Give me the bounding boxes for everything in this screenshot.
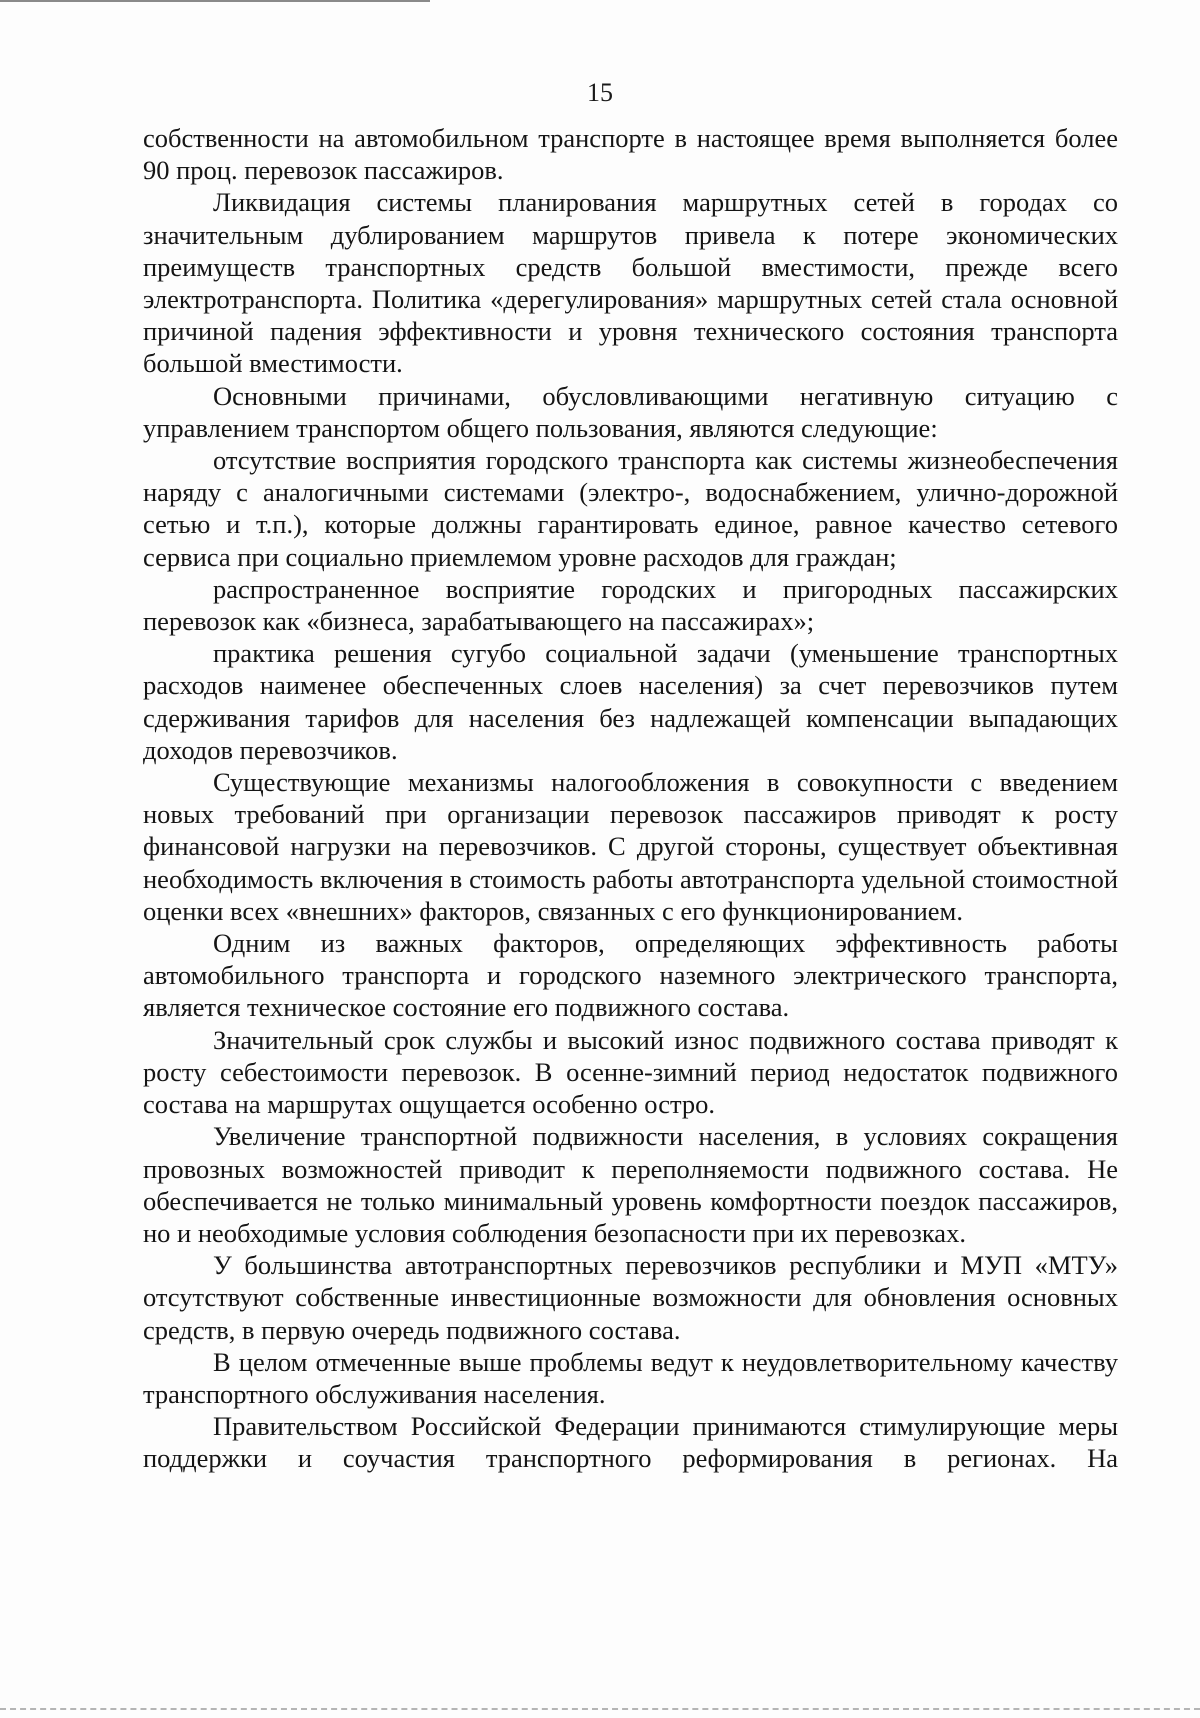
scan-edge-top: [0, 0, 430, 2]
paragraph-3: Основными причинами, обусловливающими негативную ситуацию с управлением транспортом общего пользования, являются следующие:: [143, 380, 1118, 443]
paragraph-4: Существующие механизмы налогообложения в совокупности с введением новых требований при организации перевозок пассажиров приводят к росту финансовой нагрузки на перевозчиков. С другой стороны, существует объективная необходимость включения в стоимость работы автотранспорта удельной стоимостной оценки всех «внешних» факторов, связанных с его функционированием.: [143, 767, 1118, 926]
list-item-1: отсутствие восприятия городского транспорта как системы жизнеобеспечения наряду с аналогичными системами (электро-, водоснабжением, улично-дорожной сетью и т.п.), которые должны гарантировать единое, равное качество сетевого сервиса при социально приемлемом уровне расходов для граждан;: [143, 445, 1118, 572]
page-number: 15: [587, 78, 613, 107]
scan-edge-bottom: [0, 1708, 1200, 1710]
paragraph-5: Одним из важных факторов, определяющих эффективность работы автомобильного транспорта и городского наземного электрического транспорта, является техническое состояние его подвижного состава.: [143, 928, 1118, 1023]
paragraph-6: Значительный срок службы и высокий износ подвижного состава приводят к росту себестоимости перевозок. В осенне-зимний период недостаток подвижного состава на маршрутах ощущается особенно остро.: [143, 1024, 1118, 1120]
paragraph-9: В целом отмеченные выше проблемы ведут к неудовлетворительному качеству транспортного обслуживания населения.: [143, 1346, 1118, 1409]
list-item-2: распространенное восприятие городских и пригородных пассажирских перевозок как «бизнеса, зарабатывающего на пассажирах»;: [143, 573, 1118, 637]
paragraph-2: Ликвидация системы планирования маршрутных сетей в городах со значительным дублированием маршрутов привела к потере экономических преимуществ транспортных средств большой вместимости, прежде всего электротранспорта. Политика «дерегулирования» маршрутных сетей стала основной причиной падения эффективности и уровня технического состояния транспорта большой вместимости.: [143, 187, 1118, 379]
paragraph-7: Увеличение транспортной подвижности населения, в условиях сокращения провозных возможностей приводит к переполняемости подвижного состава. Не обеспечивается не только минимальный уровень комфортности поездок пассажиров, но и необходимые условия соблюдения безопасности при их перевозках.: [143, 1121, 1118, 1248]
paragraph-8: У большинства автотранспортных перевозчиков республики и МУП «МТУ» отсутствуют собственные инвестиционные возможности для обновления основных средств, в первую очередь подвижного состава.: [143, 1250, 1118, 1345]
paragraph-10: Правительством Российской Федерации принимаются стимулирующие меры поддержки и соучастия транспортного реформирования в регионах. На: [143, 1411, 1118, 1474]
list-item-3: практика решения сугубо социальной задачи (уменьшение транспортных расходов наименее обеспеченных слоев населения) за счет перевозчиков путем сдерживания тарифов для населения без надлежащей компенсации выпадающих доходов перевозчиков.: [143, 638, 1118, 765]
document-body: [143, 122, 1118, 1475]
paragraph-1: собственности на автомобильном транспорте в настоящее время выполняется более 90 проц. перевозок пассажиров.: [143, 123, 1118, 186]
